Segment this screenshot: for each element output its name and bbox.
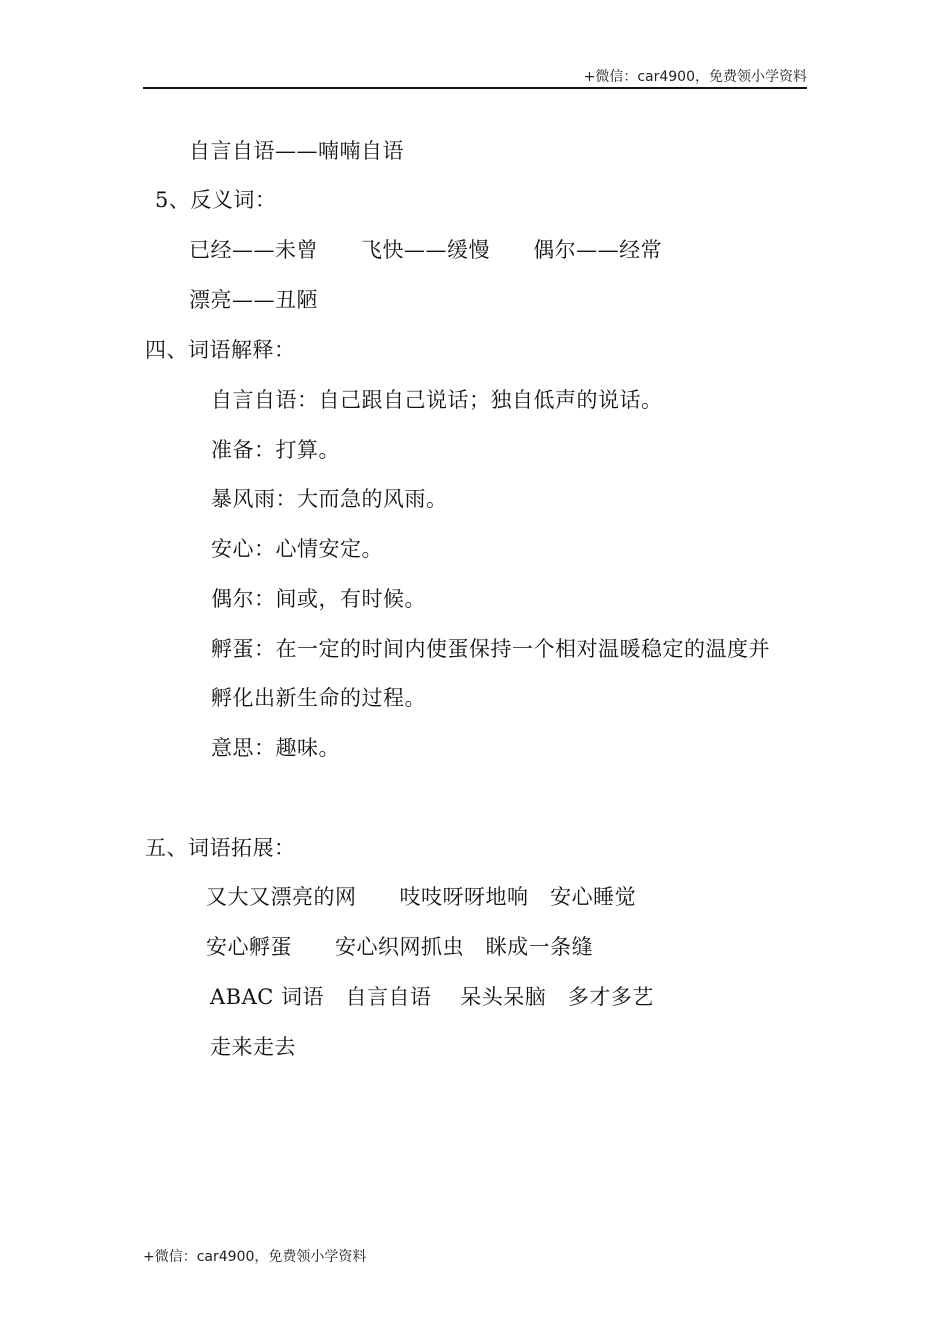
footer-watermark-text: +微信：car4900，免费领小学资料 [143, 1249, 367, 1265]
explanation-item: 偶尔：间或，有时候。 [211, 587, 426, 611]
section-heading-word-expansion: 五、词语拓展： [145, 836, 296, 860]
expansion-line-4: 走来走去 [210, 1035, 296, 1059]
antonym-pairs-line-1: 已经——未曾 飞快——缓慢 偶尔——经常 [189, 238, 663, 262]
explanation-item-continued: 孵化出新生命的过程。 [211, 686, 426, 710]
synonym-pair-line: 自言自语——喃喃自语 [189, 139, 404, 163]
antonym-pairs-line-2: 漂亮——丑陋 [189, 288, 318, 312]
explanation-item: 准备：打算。 [211, 438, 340, 462]
explanation-item: 暴风雨：大而急的风雨。 [211, 487, 448, 511]
section-heading-antonyms: 5、反义词： [155, 188, 277, 212]
explanation-item: 安心：心情安定。 [211, 537, 383, 561]
explanation-item: 意思：趣味。 [211, 736, 340, 760]
expansion-line-3: ABAC 词语 自言自语 呆头呆脑 多才多艺 [210, 985, 654, 1009]
header-watermark-text: +微信：car4900，免费领小学资料 [583, 69, 807, 85]
explanation-item: 自言自语：自己跟自己说话；独自低声的说话。 [211, 388, 663, 412]
explanation-item: 孵蛋：在一定的时间内使蛋保持一个相对温暖稳定的温度并 [211, 637, 770, 661]
expansion-line-2: 安心孵蛋 安心织网抓虫 眯成一条缝 [206, 935, 594, 959]
expansion-line-1: 又大又漂亮的网 吱吱呀呀地响 安心睡觉 [206, 885, 637, 909]
section-heading-word-explanation: 四、词语解释： [145, 338, 296, 362]
header-divider [143, 87, 807, 89]
